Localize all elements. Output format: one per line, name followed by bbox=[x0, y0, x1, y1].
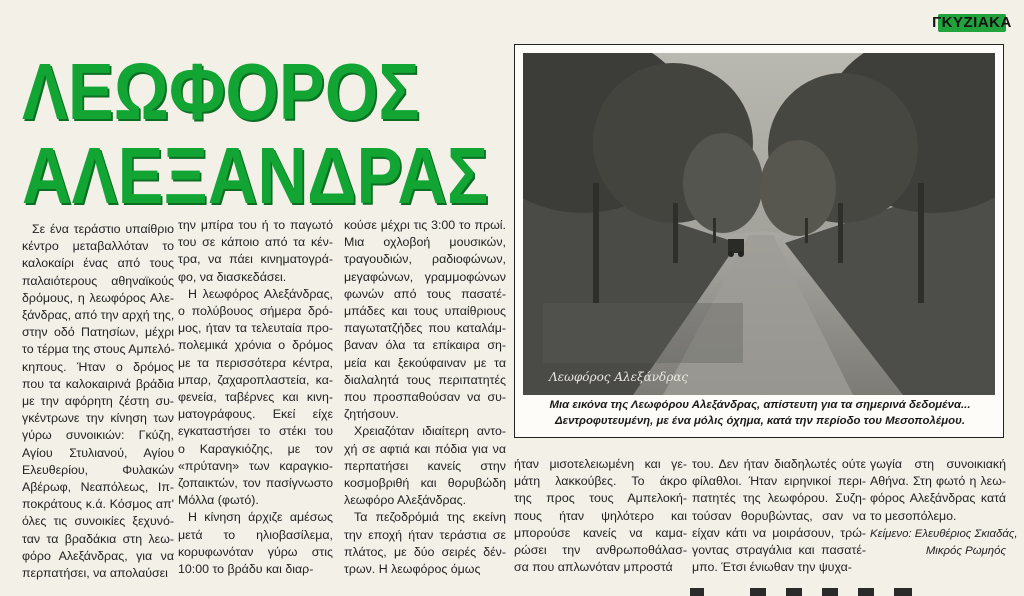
article-line: Ελευθερίου, Φυλακών bbox=[22, 462, 174, 477]
article-line: κορυφωνόταν γύρω στις bbox=[178, 544, 333, 559]
headline-line-2: ΑΛΕΞΑΝΔΡΑΣ bbox=[22, 131, 489, 220]
article-line: της προς τους Αμπελοκή- bbox=[514, 491, 687, 506]
article-line: γωγία στη συνοικιακή bbox=[870, 457, 1006, 471]
credit-line: Μικρός Ρωμηός bbox=[925, 545, 1006, 558]
article-line: το μεσοπόλεμο. bbox=[870, 508, 957, 523]
article-line: ξάνδρας, από την αρχή της, bbox=[22, 308, 175, 323]
article-line: τούσαν θορυβώντας, σαν να bbox=[692, 508, 866, 523]
article-column-1 bbox=[22, 221, 174, 582]
article-line: κούσε μέχρι τις 3:00 το πρωί. bbox=[344, 218, 506, 232]
article-line: πολεμικά χρόνια ο δρόμος bbox=[178, 338, 333, 353]
article-line: του. Δεν ήταν διαδηλωτές ούτε bbox=[692, 457, 866, 471]
article-line: μάτη λακκούβες. Το άκρο bbox=[514, 474, 687, 489]
article-line: ποκράτους κ.ά. Κόσμος απ' bbox=[22, 497, 174, 512]
article-line: του σε κάποιο από τα κέν- bbox=[178, 235, 333, 250]
article-line: ο πολύβουος σήμερα δρό- bbox=[178, 304, 333, 319]
article-line: μετά το ηλιοβασίλεμα, bbox=[178, 527, 333, 542]
article-line: Μόλλα (φωτό). bbox=[178, 493, 259, 508]
article-line: πατητές της λεωφόρου. Συζη- bbox=[692, 491, 866, 506]
article-line: 10:00 το βράδυ και διαρ- bbox=[178, 562, 314, 577]
article-line: ήταν μισοτελειωμένη και γε- bbox=[514, 457, 687, 471]
article-line: στην οδό Πατησίων, μέχρι bbox=[22, 325, 174, 340]
article-line: Χρειαζόταν ιδιαίτερη αντο- bbox=[354, 424, 506, 439]
article-line: με τα περισσότερα κέντρα, bbox=[178, 355, 333, 370]
article-line: ζοπαικτών, τον πασίγνωστο bbox=[178, 476, 333, 491]
article-line: ρώσει την ανθρωποθάλασ- bbox=[514, 543, 687, 558]
article-line: γύρω συνοικιών: Γκύζη, bbox=[22, 428, 174, 443]
article-line: το τέρμα της στους Αμπελό- bbox=[22, 342, 175, 357]
article-line: μπο. Έτσι ένιωθαν την ψυχα- bbox=[692, 560, 852, 575]
article-line: την μπίρα του ή το παγωτό bbox=[178, 218, 333, 232]
article-column-2 bbox=[178, 217, 333, 578]
article-line: Αβέρωφ, Νεαπόλεως, Ιπ- bbox=[22, 480, 174, 495]
article-line: ο Καραγκιόζης, με τον bbox=[178, 441, 333, 456]
article-line: μπάδες και τους υπαίθριους bbox=[344, 304, 506, 319]
avenue-photo bbox=[523, 53, 995, 395]
article-line: φίλαθλοι. Ήταν ειρηνικοί περι- bbox=[692, 474, 866, 489]
article-line: «πρύτανη» των καραγκιο- bbox=[178, 458, 333, 473]
author-credit bbox=[870, 526, 1018, 560]
article-line: γκέντρωνε την κίνηση των bbox=[22, 411, 174, 426]
article-line: τρων. Η λεωφόρος όμως bbox=[344, 562, 481, 577]
article-line: μπορούσε κανείς να καμα- bbox=[514, 525, 687, 540]
caption-line-1: Μια εικόνα της Λεωφόρου Αλεξάνδρας, απίστευτη για τα σημερινά δεδομένα... bbox=[549, 399, 971, 411]
article-line: λεωφόρο Αλεξάνδρας. bbox=[344, 493, 467, 508]
article-line: φόρο Αλεξάνδρας, για να bbox=[22, 548, 174, 563]
article-line: είχαν κάτι να μοιράσουν, τρώ- bbox=[692, 525, 866, 540]
article-line: φόρος Αλεξάνδρας κατά bbox=[870, 491, 1006, 506]
article-line: μεία και ξεκούφαιναν με τα bbox=[344, 355, 506, 370]
credit-line: Κείμενο: Ελευθέριος Σκιαδάς, bbox=[870, 528, 1018, 540]
article-line: Αθήνα. Στη φωτό η λεω- bbox=[870, 474, 1006, 489]
article-line: μεγαφώνων, γραμμοφώνων bbox=[344, 269, 506, 284]
photo-handwriting: Λεωφόρος Αλεξάνδρας bbox=[549, 370, 689, 384]
article-line: Μια οχλοβοή μουσικών, bbox=[344, 235, 506, 250]
article-line: γοντας στραγάλια και πασατέ- bbox=[692, 543, 866, 558]
article-line: καλοκαίρι ένας από τους bbox=[22, 256, 174, 271]
article-line: Η κίνηση άρχιζε αμέσως bbox=[188, 510, 333, 525]
article-line: εγκαταστήσει το στέκι του bbox=[178, 424, 333, 439]
avenue-photo-illustration bbox=[523, 53, 995, 395]
article-line: ματογράφους. Εκεί είχε bbox=[178, 407, 333, 422]
article-line: με την αφόρητη ζέστη συ- bbox=[22, 394, 174, 409]
article-line: τραγουδιών, ραδιοφώνων, bbox=[344, 252, 506, 267]
article-column-5 bbox=[692, 456, 866, 576]
article-line: τρα, να πάει κινηματογρά- bbox=[178, 252, 333, 267]
caption-line-2: Δεντροφυτευμένη, με ένα μόλις όχημα, κατά την περίοδο του Μεσοπολέμου. bbox=[554, 415, 966, 427]
next-article-headline-fragment bbox=[690, 586, 950, 596]
article-line: Σε ένα τεράστιο υπαίθριο bbox=[32, 222, 174, 236]
article-column-4 bbox=[514, 456, 687, 576]
article-line: Η λεωφόρος Αλεξάνδρας, bbox=[188, 286, 333, 301]
article-line: ταν τα βραδάκια στη λεω- bbox=[22, 531, 174, 546]
article-line: φο, να διασκεδάσει. bbox=[178, 269, 287, 284]
article-line: κέντρο μεταβαλλόταν το bbox=[22, 239, 174, 254]
article-line: πλάτος, με δύο σειρές δέν- bbox=[344, 544, 506, 559]
article-line: όλες τις συνοικίες ξεχυνό- bbox=[22, 514, 174, 529]
photo-caption bbox=[521, 397, 999, 429]
headline-line-1: ΛΕΩΦΟΡΟΣ bbox=[22, 47, 420, 136]
article-line: παλαιότερους αθηναϊκούς bbox=[22, 273, 174, 288]
article-line: Αγίου Στυλιανού, Αγίου bbox=[22, 445, 174, 460]
article-line: φενεία, ταβέρνες και κινη- bbox=[178, 390, 333, 405]
article-line: περπατήσει κανείς στην bbox=[344, 458, 506, 473]
article-line: πους ήταν ψηλότερο και bbox=[514, 508, 687, 523]
article-line: χή σε αφτιά και πόδια για να bbox=[344, 441, 506, 456]
article-line: δρόμους, η λεωφόρος Αλε- bbox=[22, 290, 174, 305]
article-line: την εποχή ήταν τεράστια σε bbox=[344, 527, 506, 542]
article-line: κοσμοβριθή και θορυβώδη bbox=[344, 476, 506, 491]
article-column-3 bbox=[344, 217, 506, 578]
section-badge-label: ΓΚΥΖΙΑΚΑ bbox=[932, 14, 1012, 31]
article-line: διαλαλητά τους περιπατητές bbox=[344, 372, 506, 387]
article-line: Τα πεζοδρόμιά της εκείνη bbox=[354, 510, 506, 525]
article-line: ζητήσουν. bbox=[344, 407, 399, 422]
article-line: περπατήσει, να απολαύσει bbox=[22, 566, 168, 581]
article-column-6 bbox=[870, 456, 1006, 525]
article-line: βαναν όλα τα επίκαιρα ση- bbox=[344, 338, 506, 353]
article-line: κηπους. Ήταν ο δρόμος bbox=[22, 359, 174, 374]
article-line: που τα καλοκαιρινά βράδια bbox=[22, 376, 174, 391]
headline bbox=[22, 47, 489, 220]
article-line: που προσπαθούσαν να συ- bbox=[344, 390, 506, 405]
article-line: παγωτατζήδες που καταλάμ- bbox=[344, 321, 506, 336]
section-badge bbox=[932, 14, 1012, 32]
photo-frame bbox=[514, 44, 1004, 438]
article-line: σα που απλωνόταν μπροστά bbox=[514, 560, 673, 575]
article-line: φωνών από τους πασατέ- bbox=[344, 286, 506, 301]
article-line: μπαρ, ζαχαροπλαστεία, κα- bbox=[178, 372, 333, 387]
article-line: μος, ήταν τα τελευταία προ- bbox=[178, 321, 333, 336]
